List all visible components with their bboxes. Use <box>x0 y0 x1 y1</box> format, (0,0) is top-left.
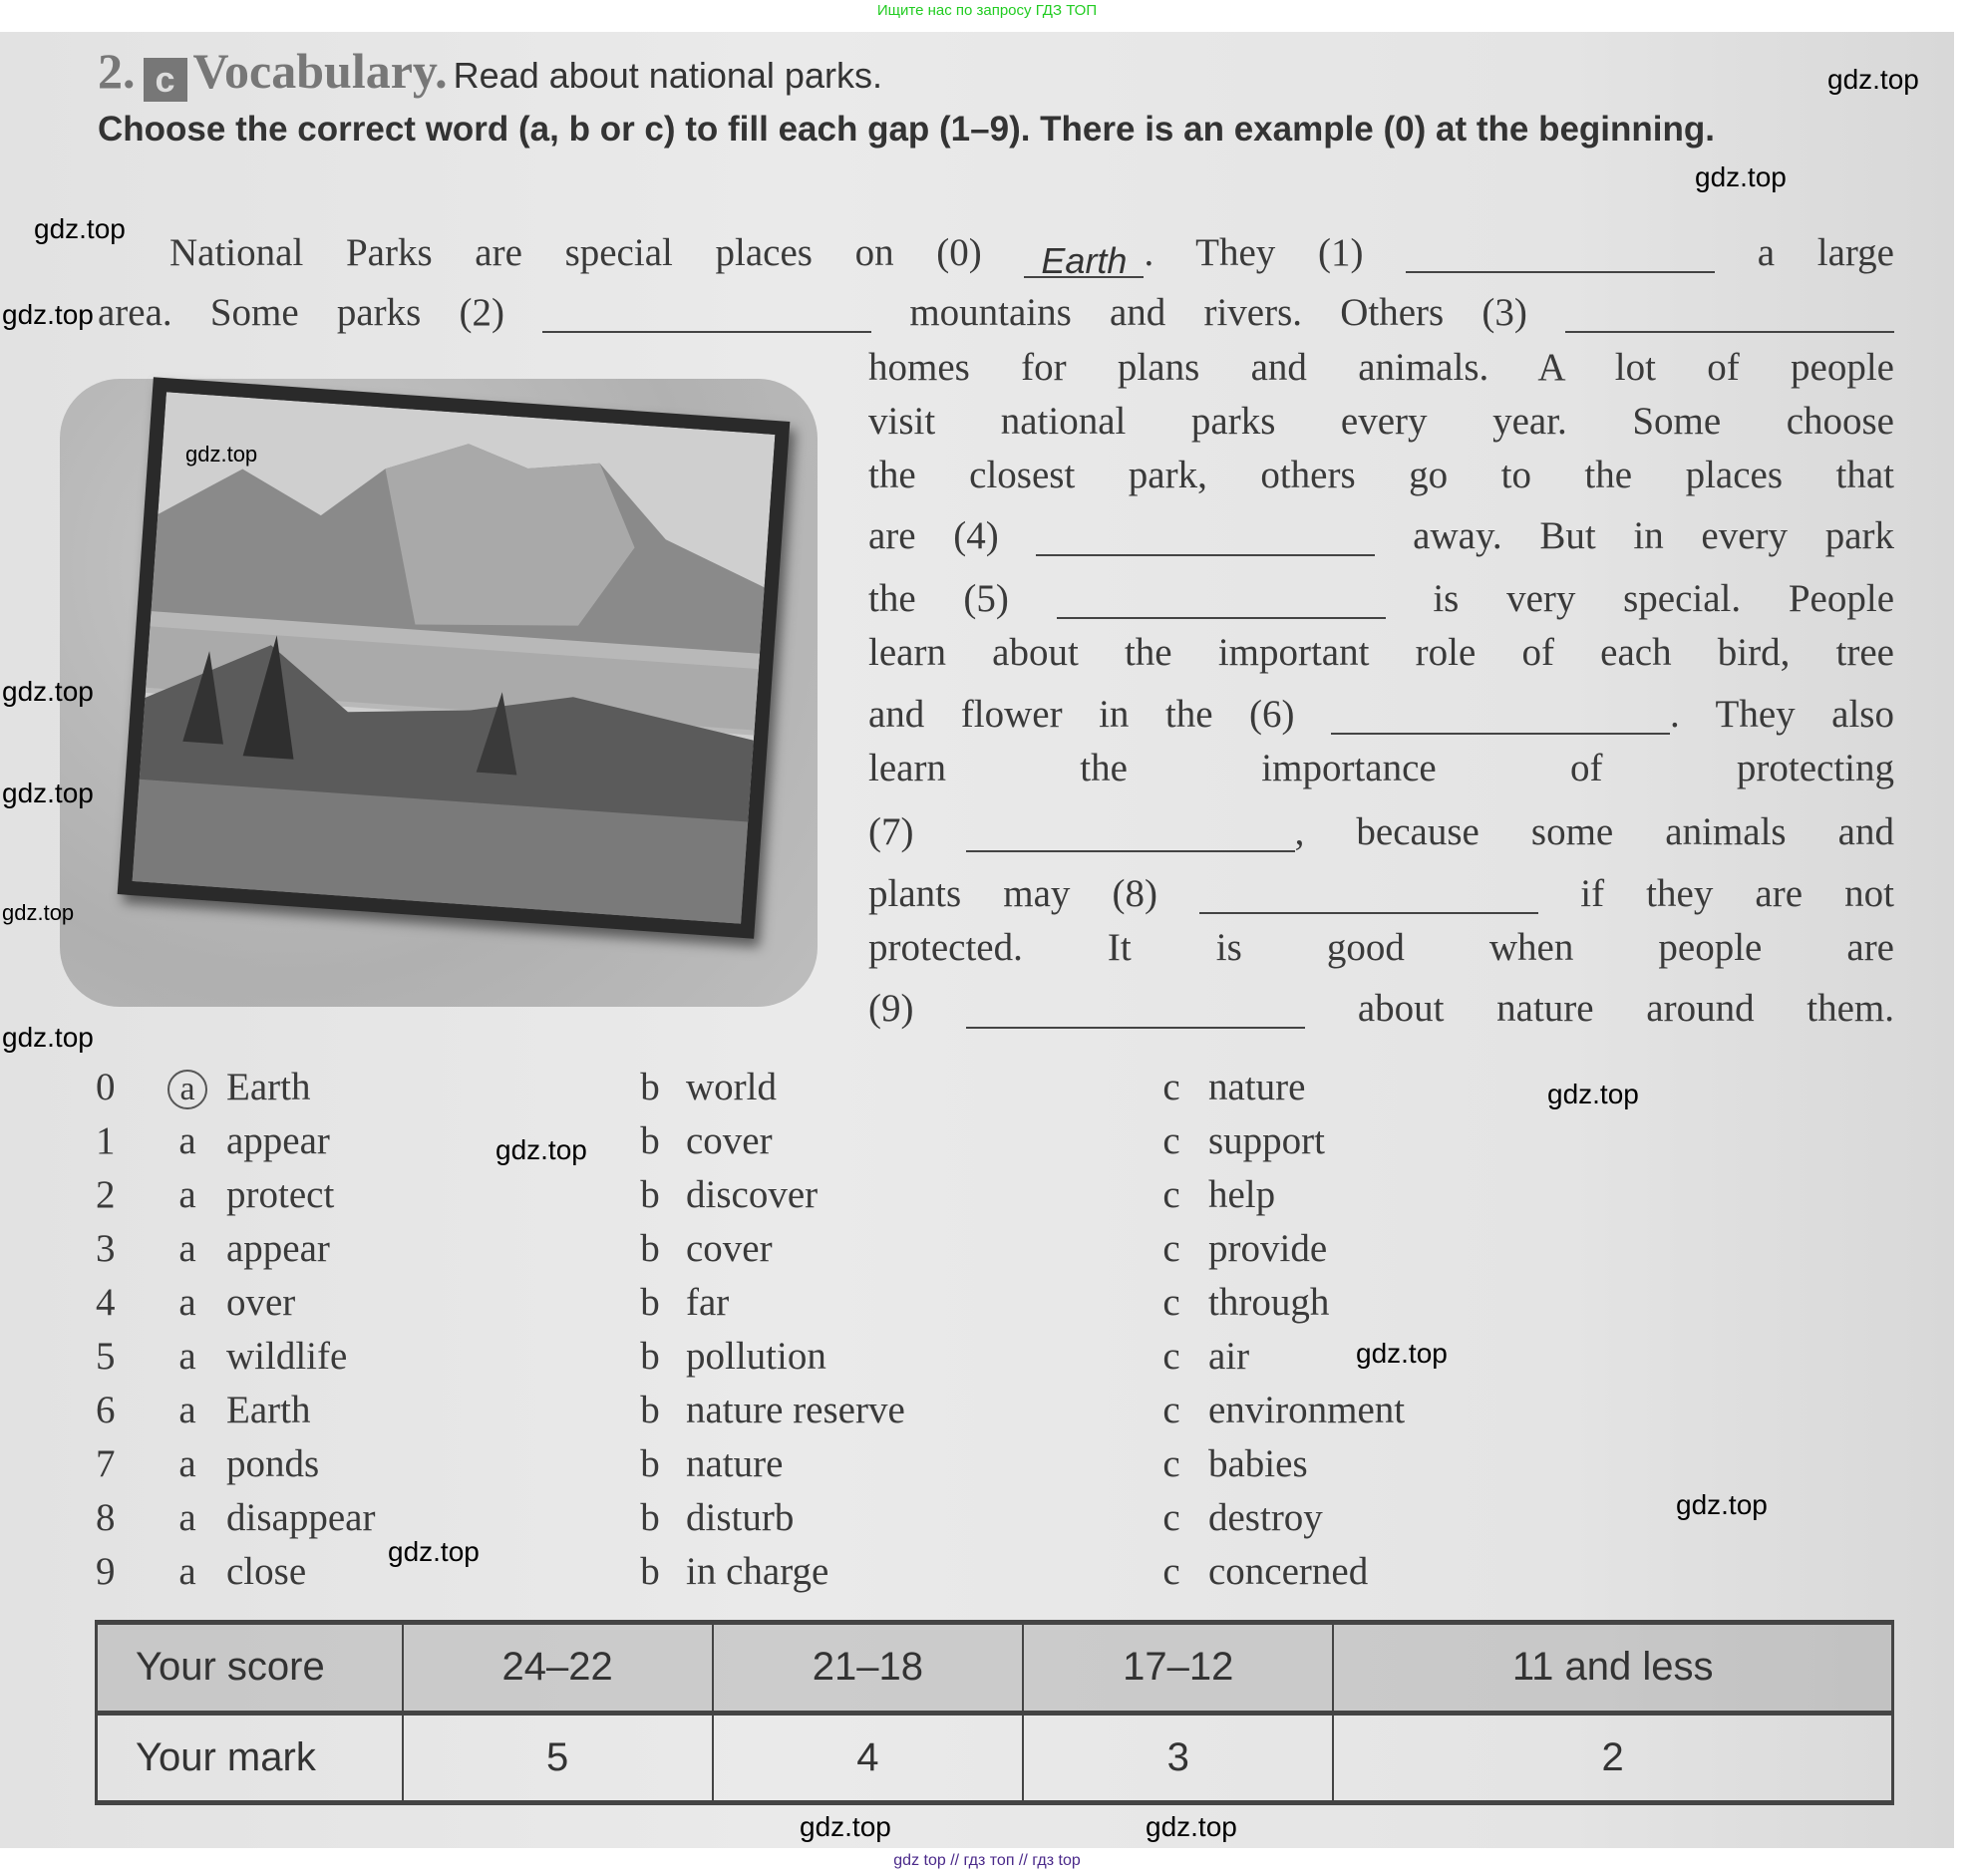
passage-text: away. But in every park <box>1375 514 1894 557</box>
option-letter-a[interactable] <box>167 1441 207 1486</box>
passage-line <box>868 924 1894 972</box>
letter-label[interactable]: c <box>1162 1442 1180 1485</box>
letter-label[interactable]: b <box>640 1389 660 1431</box>
watermark: gdz.top <box>388 1536 480 1567</box>
score-range: 24–22 <box>403 1623 713 1714</box>
watermark: gdz.top <box>2 676 94 707</box>
option-letter-a[interactable] <box>167 1388 207 1432</box>
letter-label[interactable]: a <box>178 1550 196 1593</box>
option-letter-a[interactable] <box>167 1172 207 1217</box>
letter-label[interactable]: b <box>640 1442 660 1485</box>
option-letter-a[interactable] <box>167 1118 207 1163</box>
letter-label[interactable]: a <box>178 1173 196 1216</box>
option-word-c[interactable]: help <box>1208 1173 1276 1216</box>
passage-text: learn the importance of protecting <box>868 747 1894 789</box>
option-number: 5 <box>96 1335 116 1378</box>
option-letter-c[interactable] <box>1152 1334 1191 1379</box>
letter-label[interactable]: b <box>640 1335 660 1378</box>
letter-label[interactable]: b <box>640 1066 660 1108</box>
answer-gap[interactable] <box>1057 581 1386 619</box>
watermark: gdz.top <box>800 1811 891 1842</box>
option-word-c[interactable]: concerned <box>1208 1550 1369 1593</box>
option-number: 7 <box>96 1442 116 1485</box>
passage-text: is very special. People <box>1385 577 1895 620</box>
option-word-c[interactable]: provide <box>1208 1227 1328 1270</box>
option-word-a[interactable]: over <box>226 1281 296 1324</box>
option-number: 8 <box>96 1496 116 1539</box>
option-letter-c[interactable] <box>1152 1280 1191 1325</box>
letter-label[interactable]: c <box>1162 1550 1180 1593</box>
passage-text: area. Some parks (2) <box>98 291 543 334</box>
passage-text: a large <box>1715 231 1894 274</box>
passage-text: . They (1) <box>1144 231 1407 274</box>
passage-text: the closest park, others go to the places that <box>868 454 1894 496</box>
passage-text: about nature around them. <box>1305 987 1894 1030</box>
option-word-b[interactable]: pollution <box>686 1335 826 1378</box>
option-word-b[interactable]: disturb <box>686 1496 795 1539</box>
option-word-c[interactable]: babies <box>1208 1442 1308 1485</box>
option-word-c[interactable]: nature <box>1208 1066 1306 1108</box>
option-letter-a[interactable] <box>167 1280 207 1325</box>
answer-gap[interactable] <box>1406 235 1715 273</box>
passage-text: (7) <box>868 810 966 853</box>
option-letter-a[interactable] <box>167 1334 207 1379</box>
watermark: gdz.top <box>2 299 94 330</box>
passage-text: . They also <box>1670 693 1894 736</box>
option-word-b[interactable]: nature reserve <box>686 1389 905 1431</box>
passage-text: if they are not <box>1538 872 1894 915</box>
passage-text: visit national parks every year. Some choose <box>868 400 1894 443</box>
passage-text: , because some animals and <box>1294 810 1894 853</box>
passage-text: mountains and rivers. Others (3) <box>871 291 1565 334</box>
passage-line <box>169 229 1894 281</box>
option-number: 1 <box>96 1119 116 1162</box>
mark-value: 2 <box>1333 1713 1892 1803</box>
letter-label[interactable]: a <box>178 1281 196 1324</box>
option-word-a[interactable]: protect <box>226 1173 335 1216</box>
letter-label[interactable]: c <box>1162 1066 1180 1108</box>
answer-gap[interactable]: Earth <box>1024 240 1144 278</box>
passage-line <box>868 691 1894 739</box>
exercise-heading: Vocabulary. <box>192 43 448 99</box>
option-number: 6 <box>96 1389 116 1431</box>
option-letter-b[interactable] <box>630 1172 670 1217</box>
letter-label[interactable]: c <box>1162 1335 1180 1378</box>
passage-line <box>868 398 1894 446</box>
watermark: gdz.top <box>1146 1811 1237 1842</box>
watermark: gdz.top <box>2 1022 94 1053</box>
passage-line <box>98 289 1894 337</box>
score-table <box>95 1620 1894 1805</box>
option-letter-b[interactable] <box>630 1549 670 1594</box>
option-letter-b[interactable] <box>630 1334 670 1379</box>
letter-label[interactable]: c <box>1162 1389 1180 1431</box>
answer-gap[interactable] <box>542 295 871 333</box>
mark-value: 3 <box>1023 1713 1333 1803</box>
letter-label[interactable]: a <box>178 1442 196 1485</box>
option-word-a[interactable]: Earth <box>226 1066 311 1108</box>
passage-text: plants may (8) <box>868 872 1200 915</box>
option-letter-c[interactable] <box>1152 1172 1191 1217</box>
watermark: gdz.top <box>1827 64 1919 95</box>
option-letter-a[interactable] <box>167 1549 207 1594</box>
passage-text: the (5) <box>868 577 1057 620</box>
letter-label[interactable]: c <box>1162 1496 1180 1539</box>
letter-label[interactable]: b <box>640 1173 660 1216</box>
letter-label[interactable]: b <box>640 1550 660 1593</box>
option-word-b[interactable]: in charge <box>686 1550 829 1593</box>
exercise-title <box>98 42 882 102</box>
option-word-b[interactable]: nature <box>686 1442 784 1485</box>
option-word-a[interactable]: wildlife <box>226 1335 348 1378</box>
watermark: gdz.top <box>495 1134 587 1165</box>
answer-gap[interactable] <box>966 991 1305 1029</box>
letter-label[interactable]: a <box>178 1227 196 1270</box>
option-letter-c[interactable] <box>1152 1549 1191 1594</box>
letter-label[interactable]: a <box>178 1496 196 1539</box>
option-word-c[interactable]: support <box>1208 1119 1325 1162</box>
option-number: 3 <box>96 1227 116 1270</box>
option-letter-b[interactable] <box>630 1441 670 1486</box>
letter-label[interactable]: c <box>1162 1119 1180 1162</box>
mark-value: 5 <box>403 1713 713 1803</box>
option-word-b[interactable]: world <box>686 1066 777 1108</box>
option-letter-c[interactable] <box>1152 1388 1191 1432</box>
selected-answer-circle[interactable]: a <box>167 1070 207 1109</box>
footer-links[interactable]: gdz top // гдз топ // гдз top <box>0 1848 1974 1876</box>
passage-line <box>868 985 1894 1033</box>
passage-text: (9) <box>868 987 967 1030</box>
watermark: gdz.top <box>1676 1489 1768 1520</box>
option-word-b[interactable]: cover <box>686 1227 773 1270</box>
watermark: gdz.top <box>1695 161 1787 192</box>
score-range: 11 and less <box>1333 1623 1892 1714</box>
option-word-b[interactable]: discover <box>686 1173 819 1216</box>
instructions: Choose the correct word (a, b or c) to fill each gap (1–9). There is an example (0) at the beginning. <box>98 110 1715 149</box>
option-letter-a[interactable] <box>167 1495 207 1540</box>
exercise-number: 2. <box>98 43 136 99</box>
option-letter-c[interactable] <box>1152 1441 1191 1486</box>
option-word-c[interactable]: through <box>1208 1281 1330 1324</box>
letter-label[interactable]: b <box>640 1281 660 1324</box>
letter-label[interactable]: b <box>640 1119 660 1162</box>
level-badge-icon: c <box>144 58 187 102</box>
passage-line <box>868 629 1894 677</box>
exercise-subheading: Read about national parks. <box>453 55 882 96</box>
row-label: Your score <box>97 1623 403 1714</box>
passage-line <box>868 452 1894 499</box>
option-letter-b[interactable] <box>630 1226 670 1271</box>
letter-label[interactable]: a <box>178 1389 196 1431</box>
option-word-a[interactable]: appear <box>226 1227 330 1270</box>
watermark: gdz.top <box>2 778 94 808</box>
watermark: gdz.top <box>185 442 258 467</box>
national-park-photo <box>60 379 818 1007</box>
passage-text: learn about the important role of each bird, tree <box>868 631 1894 674</box>
letter-label[interactable]: a <box>178 1119 196 1162</box>
passage-line <box>868 808 1894 856</box>
row-label: Your mark <box>97 1713 403 1803</box>
option-letter-b[interactable] <box>630 1495 670 1540</box>
option-word-a[interactable]: close <box>226 1550 307 1593</box>
answer-gap[interactable] <box>1565 295 1894 333</box>
letter-label[interactable]: b <box>640 1227 660 1270</box>
mark-value: 4 <box>713 1713 1023 1803</box>
score-range: 17–12 <box>1023 1623 1333 1714</box>
option-word-a[interactable]: Earth <box>226 1389 311 1431</box>
option-number: 2 <box>96 1173 116 1216</box>
passage-text: protected. It is good when people are <box>868 926 1894 969</box>
score-row <box>97 1623 1893 1714</box>
mountain-lake-image <box>133 392 776 923</box>
top-banner[interactable]: Ищите нас по запросу ГДЗ ТОП <box>0 0 1974 32</box>
passage-text: National Parks are special places on (0) <box>169 231 1025 274</box>
option-word-b[interactable]: cover <box>686 1119 773 1162</box>
option-letter-a[interactable] <box>167 1065 207 1109</box>
passage-text: and flower in the (6) <box>868 693 1331 736</box>
passage-line <box>868 512 1894 560</box>
watermark: gdz.top <box>1547 1079 1639 1109</box>
watermark: gdz.top <box>34 213 126 244</box>
option-number: 0 <box>96 1066 116 1108</box>
option-letter-c[interactable] <box>1152 1065 1191 1109</box>
letter-label[interactable]: c <box>1162 1227 1180 1270</box>
option-word-c[interactable]: destroy <box>1208 1496 1323 1539</box>
option-word-a[interactable]: disappear <box>226 1496 376 1539</box>
mark-row <box>97 1713 1893 1803</box>
letter-label[interactable]: b <box>640 1496 660 1539</box>
answer-gap[interactable] <box>1331 697 1670 735</box>
letter-label[interactable]: c <box>1162 1173 1180 1216</box>
option-letter-b[interactable] <box>630 1388 670 1432</box>
option-letter-c[interactable] <box>1152 1118 1191 1163</box>
letter-label[interactable]: c <box>1162 1281 1180 1324</box>
passage-text: are (4) <box>868 514 1037 557</box>
passage-text: homes for plans and animals. A lot of people <box>868 346 1894 389</box>
option-letter-b[interactable] <box>630 1065 670 1109</box>
option-number: 4 <box>96 1281 116 1324</box>
option-word-c[interactable]: air <box>1208 1335 1250 1378</box>
watermark: gdz.top <box>2 900 75 925</box>
option-letter-b[interactable] <box>630 1280 670 1325</box>
answer-gap[interactable] <box>1199 876 1538 914</box>
passage-line <box>868 745 1894 792</box>
passage-line <box>868 870 1894 918</box>
answer-gap[interactable] <box>966 814 1295 852</box>
watermark: gdz.top <box>1356 1338 1448 1369</box>
option-word-c[interactable]: environment <box>1208 1389 1406 1431</box>
passage-line <box>868 344 1894 392</box>
score-range: 21–18 <box>713 1623 1023 1714</box>
option-word-a[interactable]: appear <box>226 1119 330 1162</box>
option-letter-a[interactable] <box>167 1226 207 1271</box>
option-word-a[interactable]: ponds <box>226 1442 320 1485</box>
option-letter-c[interactable] <box>1152 1226 1191 1271</box>
option-letter-b[interactable] <box>630 1118 670 1163</box>
passage-line <box>868 575 1894 623</box>
answer-gap[interactable] <box>1036 518 1375 556</box>
option-letter-c[interactable] <box>1152 1495 1191 1540</box>
option-number: 9 <box>96 1550 116 1593</box>
option-word-b[interactable]: far <box>686 1281 730 1324</box>
letter-label[interactable]: a <box>178 1335 196 1378</box>
